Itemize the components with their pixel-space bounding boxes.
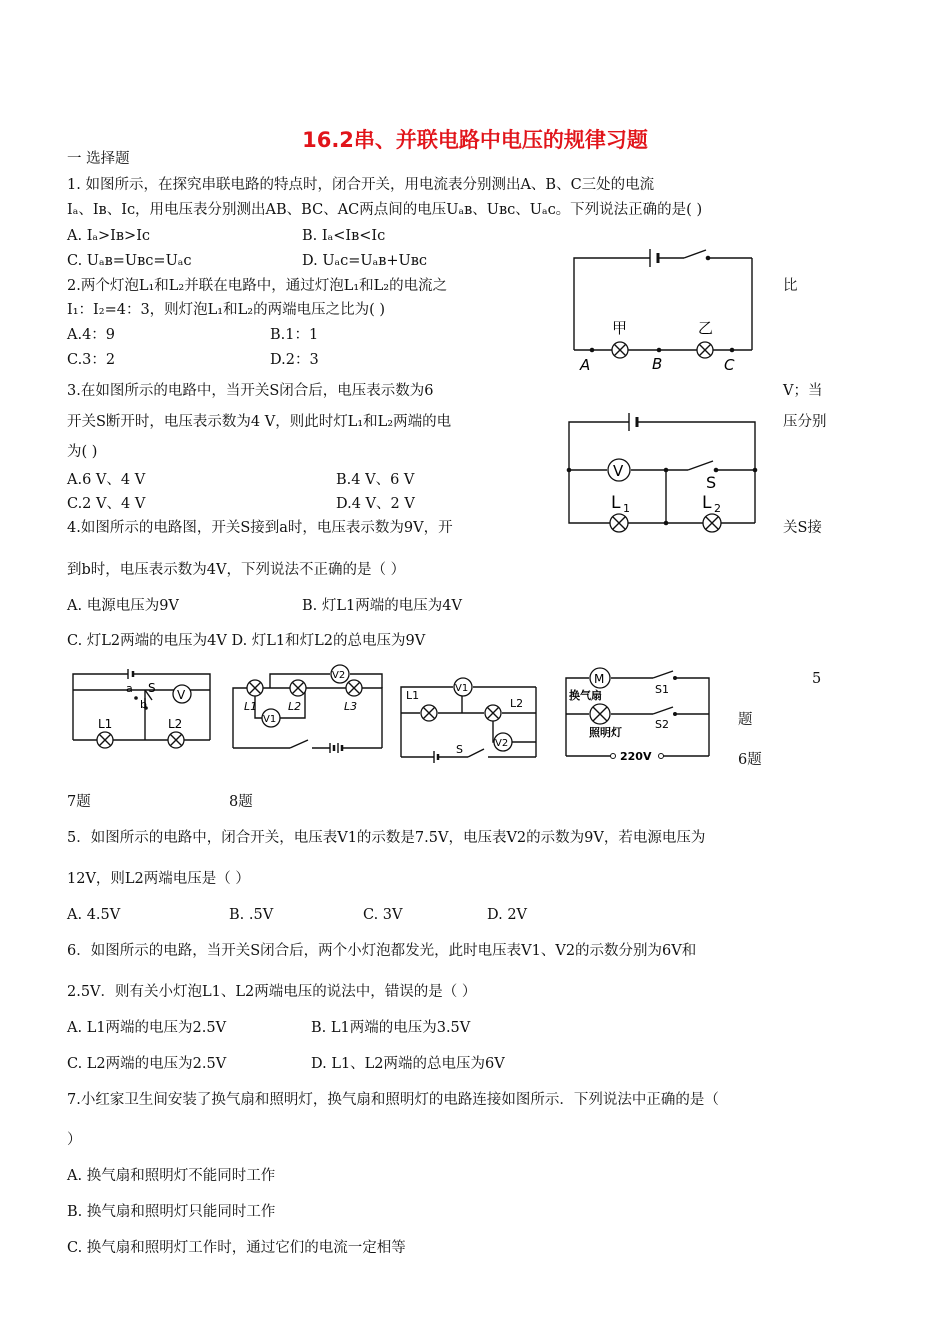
figure-q3-circuit bbox=[563, 404, 763, 540]
svg-text:L1: L1 bbox=[406, 689, 420, 702]
q4-options-cd: C. 灯L2两端的电压为4V D. 灯L1和灯L2的总电压为9V bbox=[67, 633, 426, 649]
q4-line2: 到b时，电压表示数为4V，下列说法不正确的是（ ） bbox=[67, 562, 406, 578]
lamp-l1-icon bbox=[97, 732, 113, 748]
q2-option-b: B.1：1 bbox=[270, 327, 319, 343]
switch-blade bbox=[684, 250, 706, 258]
q6-line1: 6．如图所示的电路，当开关S闭合后，两个小灯泡都发光，此时电压表V1、V2的示数分别为6V和 bbox=[67, 943, 697, 959]
lamp-l1-icon bbox=[610, 514, 628, 532]
q5-option-b: B. .5V bbox=[229, 907, 274, 923]
q1-line2: Iₐ、Iʙ、Iᴄ，用电压表分别测出AB、BC、AC两点间的电压Uₐʙ、Uʙᴄ、Uₐᴄ。下列说法正确的是( ) bbox=[67, 202, 703, 218]
svg-text:M: M bbox=[594, 672, 605, 686]
q5-option-c: C. 3V bbox=[363, 907, 403, 923]
q3-option-c: C.2 V、4 V bbox=[67, 496, 146, 512]
svg-text:S: S bbox=[456, 743, 463, 756]
voltmeter-v1-icon bbox=[454, 678, 472, 696]
svg-text:V: V bbox=[613, 462, 624, 480]
q3-line2: 开关S断开时，电压表示数为4 V，则此时灯L₁和L₂两端的电 bbox=[67, 414, 452, 430]
q2-option-c: C.3：2 bbox=[67, 352, 116, 368]
lamp-icon bbox=[590, 704, 610, 724]
lamp-l2-icon bbox=[290, 680, 306, 696]
q6-option-c: C. L2两端的电压为2.5V bbox=[67, 1056, 227, 1072]
q1-option-d: D. Uₐᴄ=Uₐʙ+Uʙᴄ bbox=[302, 253, 428, 269]
svg-text:L2: L2 bbox=[288, 700, 302, 713]
q4-line1-tail: 关S接 bbox=[783, 520, 822, 536]
svg-text:L3: L3 bbox=[344, 700, 358, 713]
q3-line3: 为( ) bbox=[67, 444, 98, 460]
svg-text:S: S bbox=[148, 681, 156, 695]
q1-option-a: A. Iₐ>Iʙ>Iᴄ bbox=[67, 228, 151, 244]
q3-option-a: A.6 V、4 V bbox=[67, 472, 146, 488]
q5-line1: 5．如图所示的电路中，闭合开关，电压表V1的示数是7.5V，电压表V2的示数为9V，若电源电压为 bbox=[67, 830, 706, 846]
q3-line2-tail: 压分别 bbox=[783, 414, 827, 430]
page-title: 16.2串、并联电路中电压的规律习题 bbox=[302, 128, 648, 152]
q3-option-d: D.4 V、2 V bbox=[336, 496, 415, 512]
q3-option-b: B.4 V、6 V bbox=[336, 472, 415, 488]
lamp-l1-icon bbox=[247, 680, 263, 696]
q2-line1: 2.两个灯泡L₁和L₂并联在电路中，通过灯泡L₁和L₂的电流之 bbox=[67, 278, 448, 294]
lamp-l2-icon bbox=[703, 514, 721, 532]
svg-text:L2: L2 bbox=[168, 717, 183, 731]
svg-text:V1: V1 bbox=[263, 714, 277, 725]
q6-option-b: B. L1两端的电压为3.5V bbox=[311, 1020, 471, 1036]
figure-q5-circuit bbox=[230, 666, 385, 756]
q7-option-a: A. 换气扇和照明灯不能同时工作 bbox=[67, 1168, 276, 1184]
q5-option-a: A. 4.5V bbox=[67, 907, 121, 923]
q3-line1-tail: V；当 bbox=[783, 383, 823, 399]
lamp-yi-icon bbox=[697, 342, 713, 358]
svg-text:1: 1 bbox=[623, 502, 630, 515]
q4-option-b: B. 灯L1两端的电压为4V bbox=[302, 598, 462, 614]
figure-q1-series-circuit bbox=[566, 240, 762, 375]
lamp-l2-icon bbox=[168, 732, 184, 748]
fig5-label: 5 bbox=[812, 671, 822, 687]
svg-text:L2: L2 bbox=[510, 697, 524, 710]
q1-line1: 1. 如图所示，在探究串联电路的特点时，闭合开关，用电流表分别测出A、B、C三处的电流 bbox=[67, 177, 655, 193]
q1-option-b: B. Iₐ<Iʙ<Iᴄ bbox=[302, 228, 386, 244]
svg-text:L1: L1 bbox=[244, 700, 258, 713]
svg-text:V1: V1 bbox=[455, 683, 469, 694]
fig5-label-ti: 题 bbox=[738, 712, 753, 728]
lamp-l2-icon bbox=[485, 705, 501, 721]
label-jia: 甲 bbox=[612, 319, 628, 337]
section-heading: 一 选择题 bbox=[67, 151, 130, 167]
voltmeter-icon bbox=[173, 685, 191, 703]
q4-option-a: A. 电源电压为9V bbox=[67, 598, 179, 614]
label-switch-s: S bbox=[706, 473, 717, 492]
label-b: B bbox=[652, 355, 663, 373]
q2-option-a: A.4：9 bbox=[67, 327, 116, 343]
label-c: C bbox=[724, 356, 735, 374]
svg-text:V: V bbox=[177, 688, 186, 702]
q5-option-d: D. 2V bbox=[487, 907, 528, 923]
fig8-label: 8题 bbox=[229, 794, 253, 810]
q6-line2: 2.5V．则有关小灯泡L1、L2两端电压的说法中，错误的是（ ） bbox=[67, 984, 477, 1000]
q2-line2: I₁：I₂=4：3，则灯泡L₁和L₂的两端电压之比为( ) bbox=[67, 302, 385, 318]
label-l2: L bbox=[702, 493, 712, 513]
svg-text:L1: L1 bbox=[98, 717, 113, 731]
fig7-label: 7题 bbox=[67, 794, 91, 810]
fig6-label: 6题 bbox=[738, 752, 762, 768]
svg-text:b: b bbox=[140, 698, 147, 711]
voltmeter-icon bbox=[608, 459, 630, 481]
lamp-l3-icon bbox=[346, 680, 362, 696]
svg-text:照明灯: 照明灯 bbox=[589, 726, 622, 739]
q5-line2: 12V，则L2两端电压是（ ） bbox=[67, 871, 250, 887]
q1-option-c: C. Uₐʙ=Uʙᴄ=Uₐᴄ bbox=[67, 253, 192, 269]
lamp-jia-icon bbox=[612, 342, 628, 358]
q2-line1-tail: 比 bbox=[783, 278, 798, 294]
label-yi: 乙 bbox=[698, 319, 714, 337]
svg-text:220V: 220V bbox=[620, 750, 652, 763]
voltmeter-v2-icon bbox=[331, 665, 349, 683]
lamp-l1-icon bbox=[421, 705, 437, 721]
motor-icon bbox=[590, 668, 610, 688]
svg-text:V2: V2 bbox=[495, 738, 509, 749]
q7-line1: 7.小红家卫生间安装了换气扇和照明灯，换气扇和照明灯的电路连接如图所示．下列说法中正确的是（ bbox=[67, 1092, 719, 1108]
q7-option-b: B. 换气扇和照明灯只能同时工作 bbox=[67, 1204, 276, 1220]
q6-option-d: D. L1、L2两端的总电压为6V bbox=[311, 1056, 505, 1072]
voltmeter-v1-icon bbox=[262, 709, 280, 727]
label-l1: L bbox=[611, 493, 621, 513]
q7-option-c: C. 换气扇和照明灯工作时，通过它们的电流一定相等 bbox=[67, 1240, 406, 1256]
figure-q4-circuit bbox=[70, 668, 215, 750]
q2-option-d: D.2：3 bbox=[270, 352, 319, 368]
q6-option-a: A. L1两端的电压为2.5V bbox=[67, 1020, 227, 1036]
svg-text:换气扇: 换气扇 bbox=[569, 689, 602, 702]
svg-text:2: 2 bbox=[714, 502, 721, 515]
q3-line1: 3.在如图所示的电路中，当开关S闭合后，电压表示数为6 bbox=[67, 383, 434, 399]
voltmeter-v2-icon bbox=[494, 733, 512, 751]
svg-text:S1: S1 bbox=[655, 683, 669, 696]
label-a: A bbox=[580, 356, 591, 374]
q4-line1: 4.如图所示的电路图，开关S接到a时，电压表示数为9V，开 bbox=[67, 520, 453, 536]
svg-text:a: a bbox=[126, 682, 133, 695]
svg-text:V2: V2 bbox=[332, 670, 346, 681]
figure-q6-circuit bbox=[398, 677, 541, 762]
q7-line2: ） bbox=[67, 1132, 82, 1148]
figure-q7-circuit bbox=[563, 668, 713, 766]
svg-text:S2: S2 bbox=[655, 718, 669, 731]
